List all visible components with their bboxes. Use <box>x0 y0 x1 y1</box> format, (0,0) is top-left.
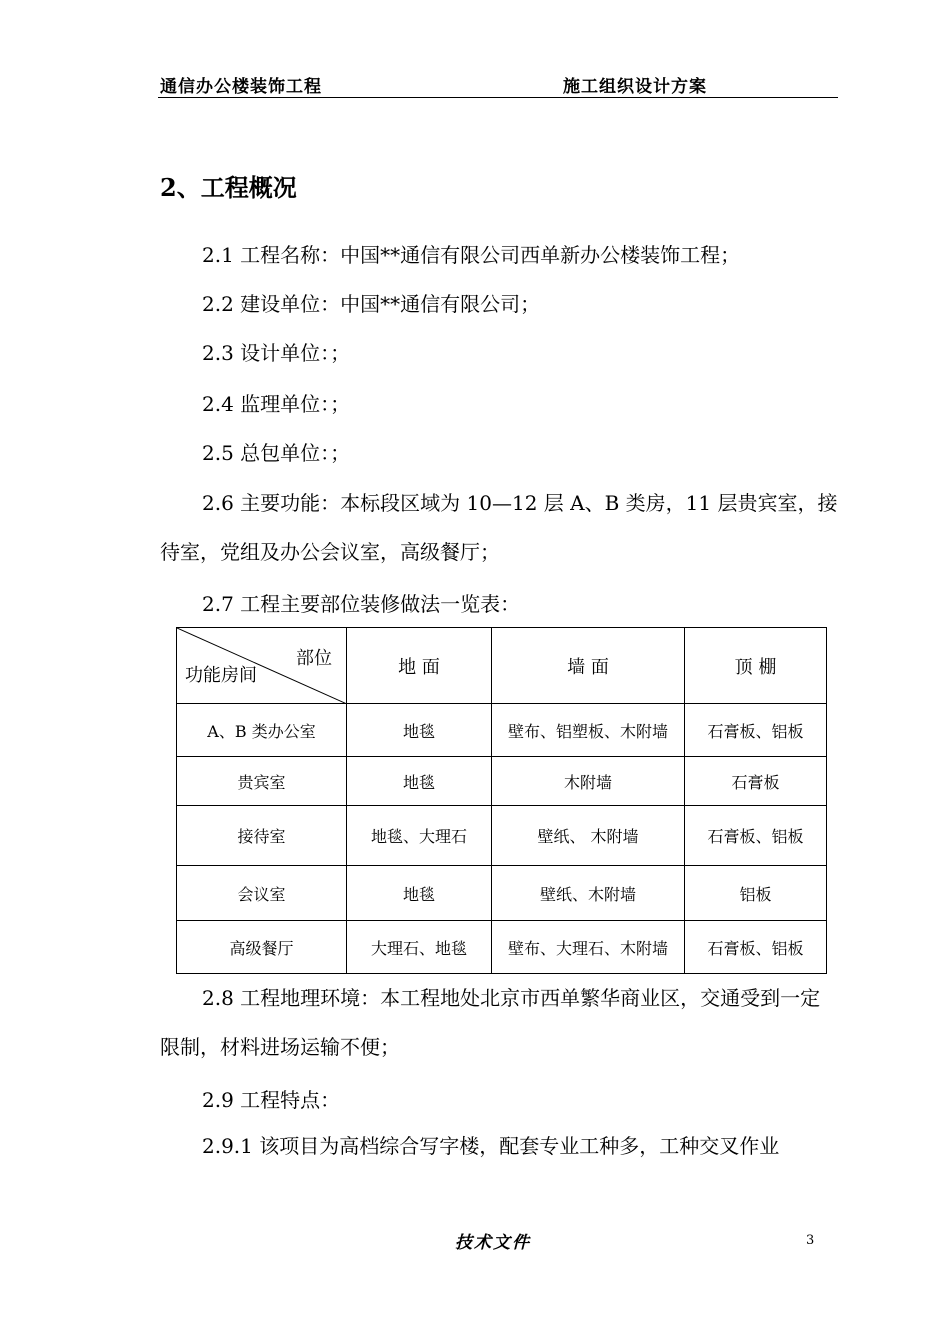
table-row <box>177 921 827 974</box>
room-cell: 高级餐厅 <box>177 921 347 974</box>
ceiling-cell: 石膏板、铝板 <box>685 921 827 974</box>
item-2-1: 2.1 工程名称：中国**通信有限公司西单新办公楼装饰工程； <box>202 243 741 267</box>
wall-cell: 壁布、铝塑板、木附墙 <box>492 704 685 757</box>
header-project-name: 通信办公楼装饰工程 <box>160 77 322 97</box>
item-2-8: 2.8 工程地理环境：本工程地处北京市西单繁华商业区，交通受到一定限制，材料进场运输不便； <box>160 986 821 1059</box>
ceiling-cell: 石膏板、铝板 <box>685 704 827 757</box>
wall-cell: 壁纸、 木附墙 <box>492 806 685 866</box>
item-2-9: 2.9 工程特点： <box>202 1088 341 1112</box>
item-2-2: 2.2 建设单位：中国**通信有限公司； <box>202 292 541 316</box>
wall-cell: 木附墙 <box>492 757 685 806</box>
ceiling-cell: 石膏板 <box>685 757 827 806</box>
table-row <box>177 866 827 921</box>
column-header-ceiling: 顶 棚 <box>685 628 827 704</box>
table-row <box>177 704 827 757</box>
table-header-row <box>177 628 827 704</box>
corner-label-part: 部位 <box>296 648 332 669</box>
decoration-methods-table <box>176 627 827 974</box>
floor-cell: 大理石、地毯 <box>347 921 492 974</box>
table-row <box>177 757 827 806</box>
page-number: 3 <box>806 1233 815 1248</box>
room-cell: 会议室 <box>177 866 347 921</box>
floor-cell: 地毯、大理石 <box>347 806 492 866</box>
item-2-5: 2.5 总包单位：； <box>202 441 351 465</box>
column-header-wall: 墙 面 <box>492 628 685 704</box>
item-2-9-1: 2.9.1 该项目为高档综合写字楼，配套专业工种多，工种交叉作业 <box>202 1134 780 1158</box>
table-corner-cell <box>177 628 347 704</box>
wall-cell: 壁纸、木附墙 <box>492 866 685 921</box>
floor-cell: 地毯 <box>347 704 492 757</box>
item-2-7: 2.7 工程主要部位装修做法一览表： <box>202 592 521 616</box>
item-2-3: 2.3 设计单位：； <box>202 341 351 365</box>
ceiling-cell: 石膏板、铝板 <box>685 806 827 866</box>
room-cell: A、B 类办公室 <box>177 704 347 757</box>
column-header-floor: 地 面 <box>347 628 492 704</box>
header-document-type: 施工组织设计方案 <box>563 77 707 97</box>
item-2-4: 2.4 监理单位：； <box>202 392 351 416</box>
floor-cell: 地毯 <box>347 757 492 806</box>
corner-label-room: 功能房间 <box>185 665 257 686</box>
section-title: 2、工程概况 <box>160 173 297 202</box>
wall-cell: 壁布、大理石、木附墙 <box>492 921 685 974</box>
table-row <box>177 806 827 866</box>
footer-label: 技术文件 <box>455 1233 531 1253</box>
room-cell: 贵宾室 <box>177 757 347 806</box>
floor-cell: 地毯 <box>347 866 492 921</box>
room-cell: 接待室 <box>177 806 347 866</box>
header-divider <box>158 97 838 98</box>
item-2-6: 2.6 主要功能：本标段区域为 10—12 层 A、B 类房，11 层贵宾室，接待室，党组及办公会议室，高级餐厅； <box>160 491 838 564</box>
ceiling-cell: 铝板 <box>685 866 827 921</box>
